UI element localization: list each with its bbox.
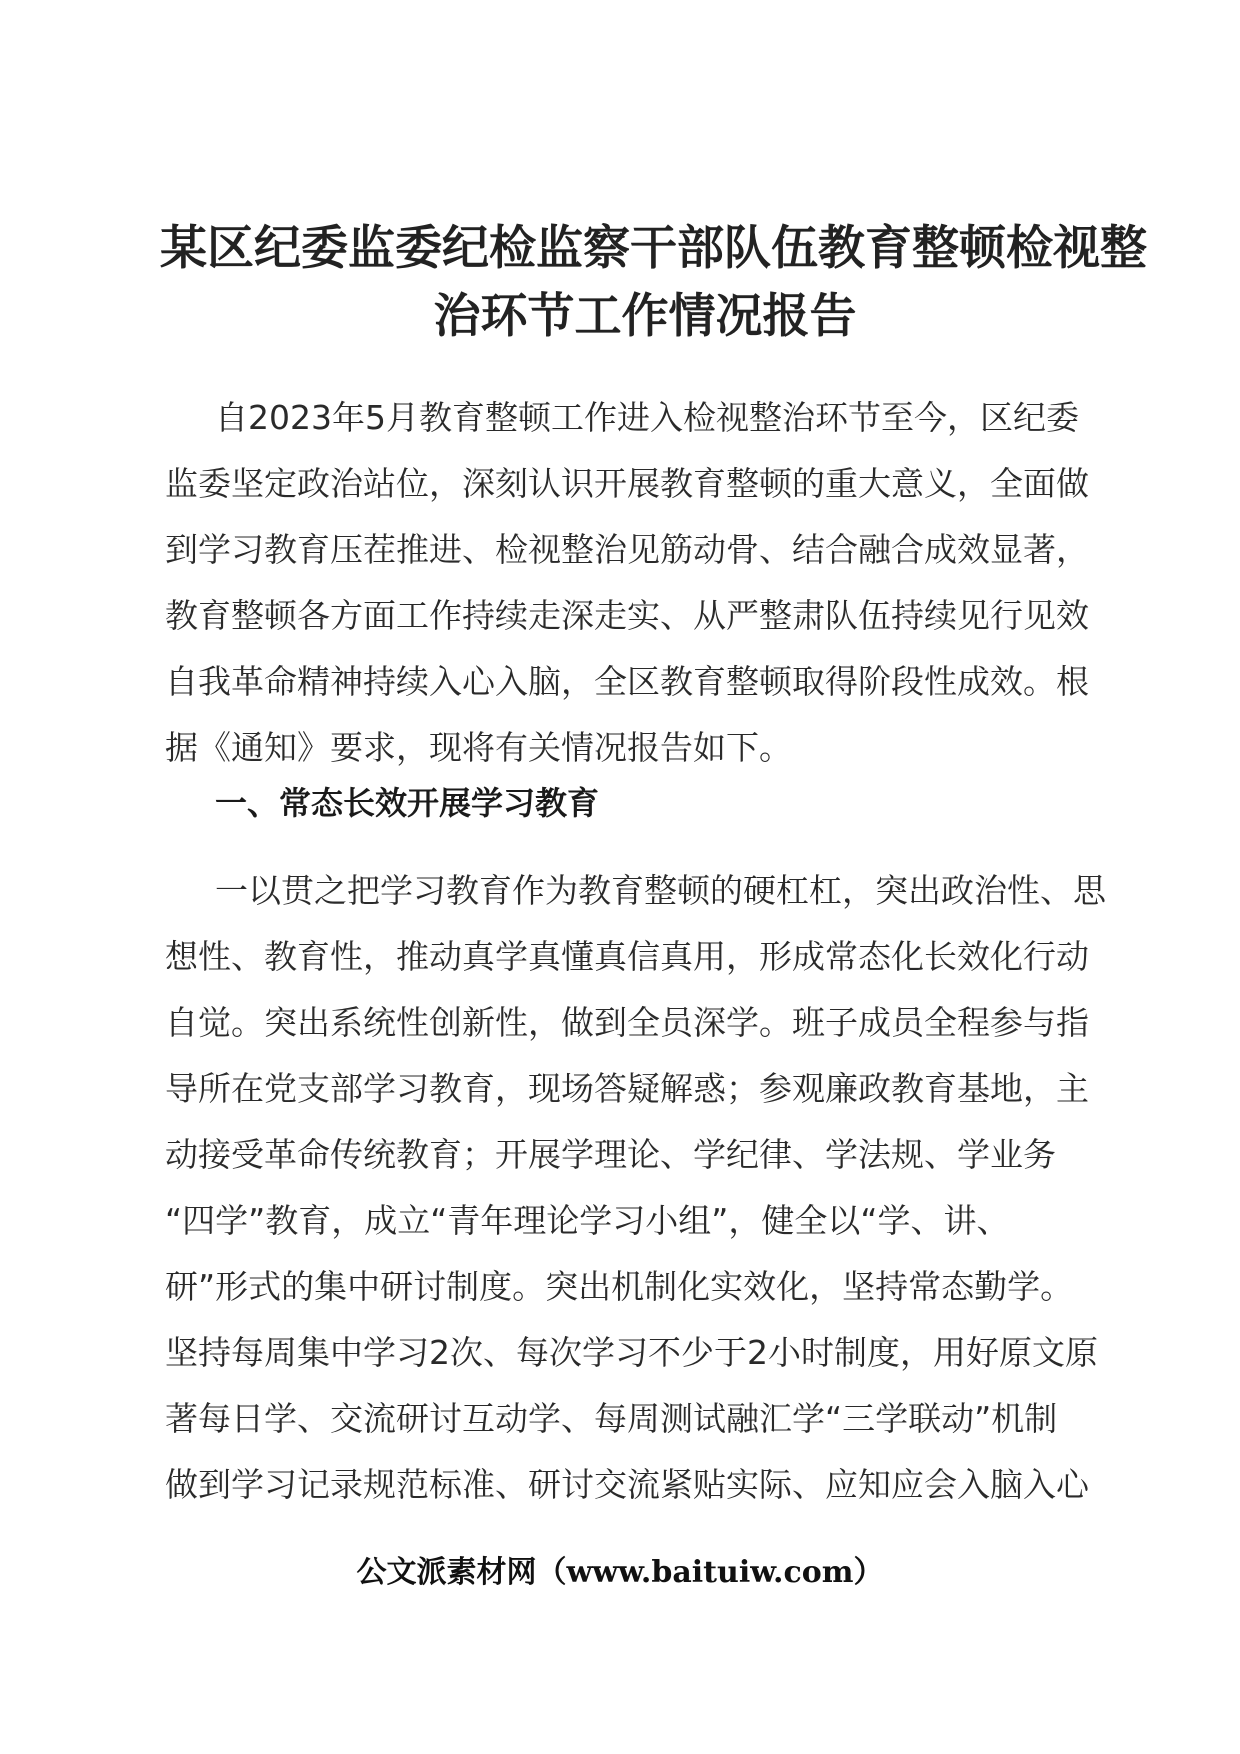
section-line: 自觉。突出系统性创新性，做到全员深学。班子成员全程参与指	[165, 1003, 1089, 1042]
title-line: 治环节工作情况报告	[433, 289, 857, 344]
section-line: 想性、教育性，推动真学真懂真信真用，形成常态化长效化行动	[165, 937, 1089, 976]
section-paragraph	[165, 858, 1135, 1518]
section-heading: 一、常态长效开展学习教育	[215, 784, 600, 822]
section-line: 坚持每周集中学习2次、每次学习不少于2小时制度，用好原文原	[165, 1333, 1098, 1372]
intro-line: 到学习教育压茬推进、检视整治见筋动骨、结合融合成效显著，	[165, 530, 1089, 569]
section-line: 研”形式的集中研讨制度。突出机制化实效化，坚持常态勤学。	[165, 1267, 1074, 1306]
intro-line: 监委坚定政治站位，深刻认识开展教育整顿的重大意义，全面做	[165, 464, 1089, 503]
section-line: 一以贯之把学习教育作为教育整顿的硬杠杠，突出政治性、思	[215, 871, 1106, 910]
page-footer-watermark: 公文派素材网（www.baituiw.com）	[356, 1555, 884, 1590]
section-line: 著每日学、交流研讨互动学、每周测试融汇学“三学联动”机制	[165, 1399, 1058, 1438]
section-line: 做到学习记录规范标准、研讨交流紧贴实际、应知应会入脑入心	[165, 1465, 1089, 1504]
title-line: 某区纪委监委纪检监察干部队伍教育整顿检视整	[160, 221, 1147, 276]
document-title	[160, 215, 1147, 351]
intro-line: 据《通知》要求，现将有关情况报告如下。	[165, 728, 792, 767]
section-line: 导所在党支部学习教育，现场答疑解惑；参观廉政教育基地，主	[165, 1069, 1089, 1108]
intro-line: 自我革命精神持续入心入脑，全区教育整顿取得阶段性成效。根	[165, 662, 1089, 701]
intro-line: 教育整顿各方面工作持续走深走实、从严整肃队伍持续见行见效	[165, 596, 1089, 635]
section-line: “四学”教育，成立“青年理论学习小组”，健全以“学、讲、	[165, 1201, 1010, 1240]
intro-paragraph	[165, 385, 1125, 781]
section-line: 动接受革命传统教育；开展学理论、学纪律、学法规、学业务	[165, 1135, 1056, 1174]
intro-line: 自2023年5月教育整顿工作进入检视整治环节至今，区纪委	[215, 398, 1079, 437]
